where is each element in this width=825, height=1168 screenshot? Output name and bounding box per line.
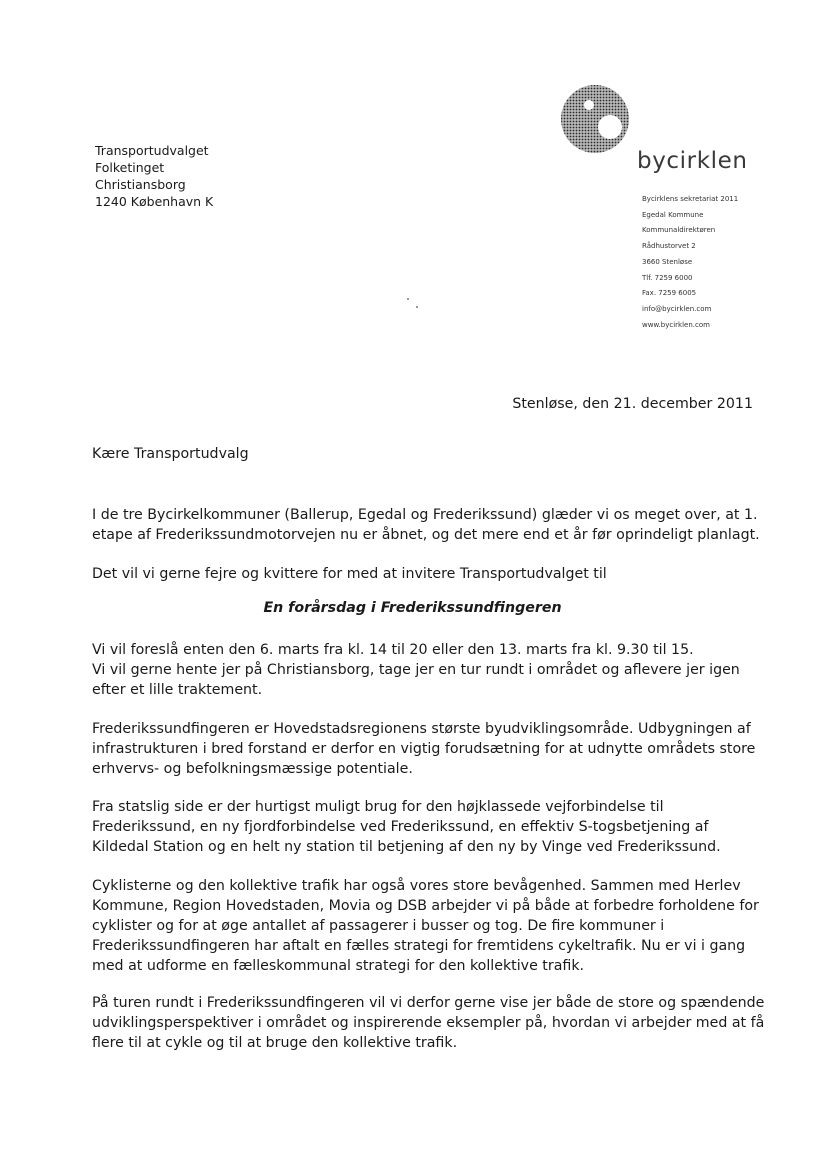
scan-speck — [416, 306, 418, 308]
text-line: infrastrukturen i bred forstand er derfor en vigtig forudsætning for at udnytte områdets store — [92, 741, 756, 757]
scan-speck — [407, 298, 409, 300]
paragraph-dates — [92, 640, 762, 700]
recipient-line: Folketinget — [95, 160, 165, 175]
contact-email: info@bycirklen.com — [642, 304, 712, 313]
bycirklen-circle-logo-icon — [560, 84, 640, 164]
contact-phone: Tlf. 7259 6000 — [642, 273, 693, 282]
salutation: Kære Transportudvalg — [92, 446, 249, 462]
text-line: Kommune, Region Hovedstaden, Movia og DSB arbejder vi på både at forbedre forholdene for — [92, 898, 759, 914]
paragraph-infrastructure — [92, 797, 762, 857]
text-line: Det vil vi gerne fejre og kvittere for med at invitere Transportudvalget til — [92, 566, 607, 582]
text-line: På turen rundt i Frederikssundfingeren vil vi derfor gerne vise jer både de store og spændende — [92, 995, 765, 1011]
contact-fax: Fax. 7259 6005 — [642, 289, 697, 298]
contact-website: www.bycirklen.com — [642, 320, 710, 329]
paragraph-invitation — [92, 564, 762, 584]
contact-line: Rådhustorvet 2 — [642, 242, 696, 251]
text-line: efter et lille traktement. — [92, 682, 263, 698]
recipient-address — [95, 142, 213, 210]
paragraph-tour — [92, 993, 765, 1053]
text-line: Frederikssundfingeren har aftalt en fælles strategi for fremtidens cykeltrafik. Nu er vi i gang — [92, 938, 746, 954]
text-line: Cyklisterne og den kollektive trafik har også vores store bevågenhed. Sammen med Herlev — [92, 878, 741, 894]
paragraph-cycling — [92, 876, 762, 976]
contact-line: Egedal Kommune — [642, 210, 704, 219]
contact-line: Bycirklens sekretariat 2011 — [642, 195, 739, 203]
text-line: udviklingsperspektiver i området og inspirerende eksempler på, hvordan vi arbejder med at få — [92, 1015, 765, 1031]
text-line: Frederikssund, en ny fjordforbindelse ved Frederikssund, en effektiv S-togsbetjening af — [92, 819, 709, 835]
text-line: I de tre Bycirkelkommuner (Ballerup, Egedal og Frederikssund) glæder vi os meget over, at 1. — [92, 507, 758, 523]
text-line: etape af Frederikssundmotorvejen nu er åbnet, og det mere end et år før oprindeligt planlagt. — [92, 527, 760, 543]
contact-line: 3660 Stenløse — [642, 257, 693, 266]
bycirklen-logo — [560, 84, 760, 179]
recipient-line: 1240 København K — [95, 194, 214, 209]
event-title: En forårsdag i Frederikssundfingeren — [263, 600, 562, 616]
paragraph-intro — [92, 505, 762, 545]
text-line: Vi vil foreslå enten den 6. marts fra kl. 14 til 20 eller den 13. marts fra kl. 9.30 til 15. — [92, 642, 694, 658]
text-line: erhvervs- og befolkningsmæssige potentiale. — [92, 761, 413, 777]
recipient-line: Transportudvalget — [95, 143, 209, 158]
dateline: Stenløse, den 21. december 2011 — [512, 396, 753, 412]
text-line: Fra statslig side er der hurtigst muligt brug for den højklassede vejforbindelse til — [92, 799, 664, 815]
text-line: Kildedal Station og en helt ny station til betjening af den ny by Vinge ved Frederikssund. — [92, 839, 721, 855]
text-line: med at udforme en fælleskommunal strategi for den kollektive trafik. — [92, 958, 585, 974]
logo-wordmark: bycirklen — [637, 148, 748, 174]
recipient-line: Christiansborg — [95, 177, 186, 192]
paragraph-development — [92, 719, 762, 779]
contact-line: Kommunaldirektøren — [642, 226, 716, 235]
text-line: Vi vil gerne hente jer på Christiansborg, tage jer en tur rundt i området og aflevere jer igen — [92, 662, 740, 678]
sender-contact-block — [642, 192, 738, 333]
text-line: cyklister og for at øge antallet af passagerer i busser og tog. De fire kommuner i — [92, 918, 665, 934]
text-line: Frederikssundfingeren er Hovedstadsregionens største byudviklingsområde. Udbygningen af — [92, 721, 751, 737]
text-line: flere til at cykle og til at bruge den kollektive trafik. — [92, 1035, 458, 1051]
